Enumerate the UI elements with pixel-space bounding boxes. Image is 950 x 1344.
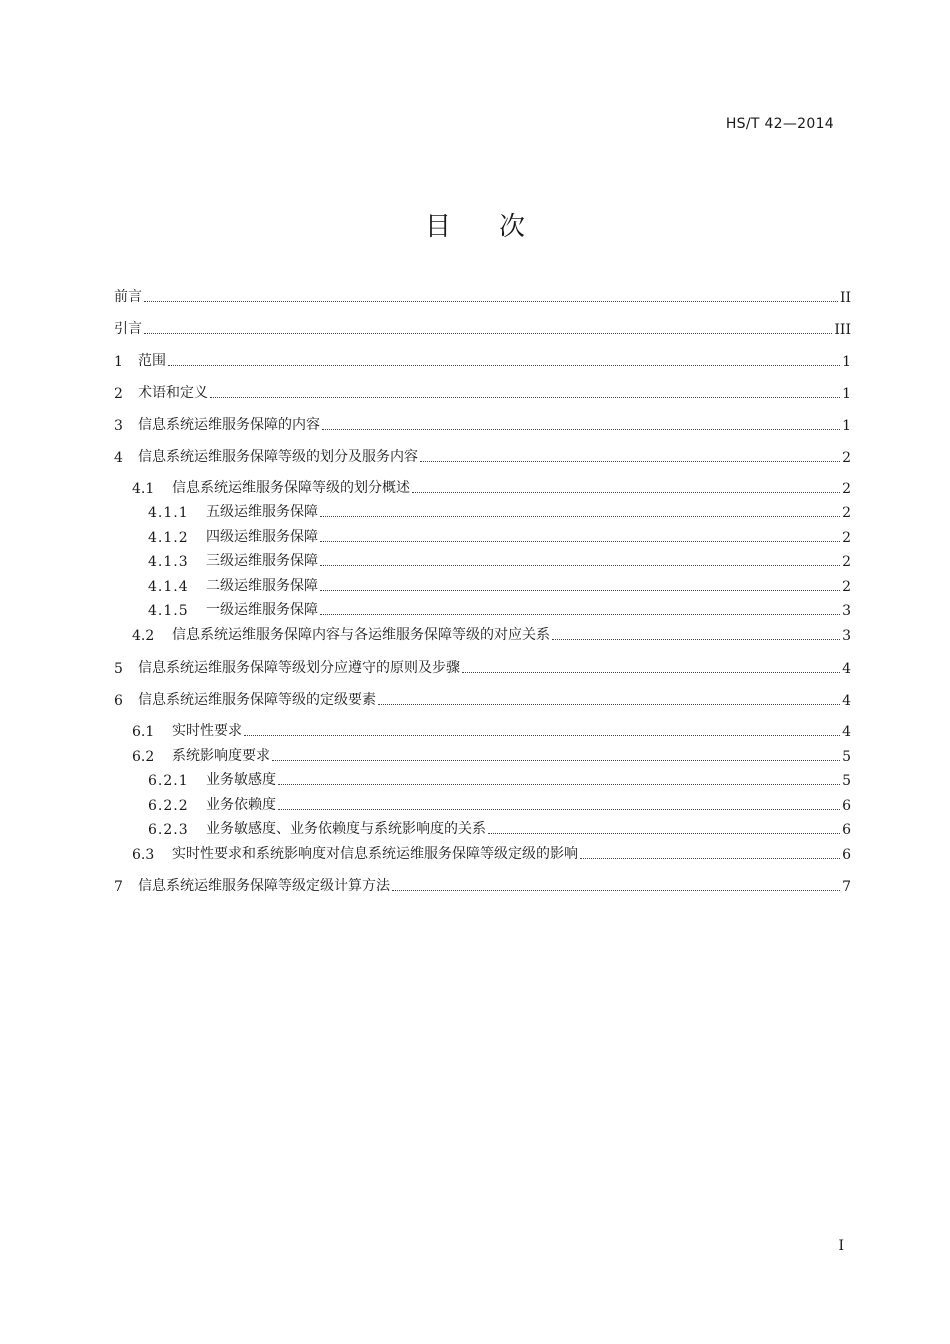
toc-entry[interactable] <box>114 382 851 402</box>
toc-page: 2 <box>842 554 851 570</box>
toc-page: 4 <box>842 661 851 677</box>
toc-label: 引言 <box>114 321 142 337</box>
toc-number: 4.1.2 <box>148 530 189 546</box>
toc-leader <box>168 365 840 366</box>
toc-page: II <box>839 290 851 306</box>
toc-leader <box>278 784 840 785</box>
toc-number: 6.2 <box>132 749 155 765</box>
toc-label: 业务依赖度 <box>206 797 276 813</box>
toc-page: 5 <box>842 773 851 789</box>
toc-entry[interactable] <box>114 599 851 619</box>
toc-label: 业务敏感度 <box>206 772 276 788</box>
toc-page: 7 <box>842 879 851 895</box>
toc-label: 术语和定义 <box>138 385 208 401</box>
toc-entry[interactable] <box>114 745 851 765</box>
toc-label: 信息系统运维服务保障等级划分应遵守的原则及步骤 <box>138 660 460 676</box>
toc-label: 二级运维服务保障 <box>206 578 318 594</box>
toc-page: 2 <box>842 450 851 466</box>
toc-label: 四级运维服务保障 <box>206 529 318 545</box>
toc-label: 实时性要求和系统影响度对信息系统运维服务保障等级定级的影响 <box>172 846 578 862</box>
toc-number: 4 <box>114 450 123 466</box>
toc-entry[interactable] <box>114 350 851 370</box>
toc-number: 6.2.3 <box>148 822 189 838</box>
toc-entry[interactable] <box>114 446 851 466</box>
toc-label: 范围 <box>138 353 166 369</box>
toc-number: 6.1 <box>132 724 155 740</box>
toc-entry[interactable] <box>114 818 851 838</box>
toc-entry[interactable] <box>114 550 851 570</box>
toc-page: 1 <box>842 418 851 434</box>
toc-number: 6.2.1 <box>148 773 189 789</box>
toc-entry[interactable] <box>114 720 851 740</box>
toc-number: 6.2.2 <box>148 798 189 814</box>
toc-label: 信息系统运维服务保障等级的划分及服务内容 <box>138 449 418 465</box>
toc-entry[interactable] <box>114 794 851 814</box>
toc-number: 3 <box>114 418 123 434</box>
toc-leader <box>278 809 840 810</box>
toc-entry[interactable] <box>114 526 851 546</box>
toc-leader <box>488 833 840 834</box>
page-number: I <box>838 1238 844 1254</box>
toc-page: 1 <box>842 354 851 370</box>
toc-leader <box>392 890 840 891</box>
toc-label: 五级运维服务保障 <box>206 504 318 520</box>
toc-page: 3 <box>842 603 851 619</box>
document-code: HS/T 42—2014 <box>725 116 834 132</box>
toc-leader <box>144 333 832 334</box>
toc-number: 1 <box>114 354 123 370</box>
toc-number: 6 <box>114 693 123 709</box>
toc-leader <box>320 590 840 591</box>
toc-page: 4 <box>842 693 851 709</box>
toc-page: 6 <box>842 822 851 838</box>
toc-label: 信息系统运维服务保障等级的定级要素 <box>138 692 376 708</box>
toc-number: 4.2 <box>132 628 155 644</box>
toc-page: 2 <box>842 481 851 497</box>
toc-leader <box>378 704 840 705</box>
toc-entry[interactable] <box>114 477 851 497</box>
toc-label: 一级运维服务保障 <box>206 602 318 618</box>
toc-page: 2 <box>842 579 851 595</box>
toc-page: 4 <box>842 724 851 740</box>
toc-number: 5 <box>114 661 123 677</box>
toc-leader <box>144 301 838 302</box>
toc-entry[interactable] <box>114 769 851 789</box>
toc-number: 4.1.3 <box>148 554 189 570</box>
toc-page: 1 <box>842 386 851 402</box>
toc-leader <box>320 541 840 542</box>
toc-leader <box>320 614 840 615</box>
toc-page: 3 <box>842 628 851 644</box>
toc-leader <box>244 735 840 736</box>
toc-label: 信息系统运维服务保障内容与各运维服务保障等级的对应关系 <box>172 627 550 643</box>
toc-entry[interactable] <box>114 689 851 709</box>
toc-leader <box>552 639 840 640</box>
toc-label: 系统影响度要求 <box>172 748 270 764</box>
toc-page: 2 <box>842 505 851 521</box>
toc-entry[interactable] <box>114 657 851 677</box>
toc-page: 6 <box>842 798 851 814</box>
toc-leader <box>580 858 840 859</box>
toc-page: 2 <box>842 530 851 546</box>
toc-leader <box>322 429 840 430</box>
toc-leader <box>462 672 840 673</box>
toc-entry[interactable] <box>114 624 851 644</box>
toc-number: 2 <box>114 386 123 402</box>
toc-number: 4.1.1 <box>148 505 189 521</box>
toc-entry[interactable] <box>114 414 851 434</box>
toc-number: 4.1.4 <box>148 579 189 595</box>
toc-entry[interactable] <box>114 318 851 338</box>
toc-label: 实时性要求 <box>172 723 242 739</box>
toc-leader <box>320 516 840 517</box>
toc-entry[interactable] <box>114 286 851 306</box>
toc-entry[interactable] <box>114 575 851 595</box>
toc-label: 信息系统运维服务保障的内容 <box>138 417 320 433</box>
toc-number: 4.1 <box>132 481 155 497</box>
toc-number: 6.3 <box>132 847 155 863</box>
toc-number: 4.1.5 <box>148 603 189 619</box>
toc-leader <box>320 565 840 566</box>
toc-entry[interactable] <box>114 501 851 521</box>
toc-page: 5 <box>842 749 851 765</box>
toc-leader <box>420 461 840 462</box>
toc-entry[interactable] <box>114 843 851 863</box>
toc-leader <box>412 492 840 493</box>
toc-page: III <box>834 322 851 338</box>
toc-leader <box>210 397 840 398</box>
toc-entry[interactable] <box>114 875 851 895</box>
toc-label: 信息系统运维服务保障等级定级计算方法 <box>138 878 390 894</box>
toc-leader <box>272 760 840 761</box>
toc-label: 前言 <box>114 289 142 305</box>
toc-page: 6 <box>842 847 851 863</box>
page-title: 目次 <box>424 212 573 242</box>
toc-number: 7 <box>114 879 123 895</box>
toc-label: 三级运维服务保障 <box>206 553 318 569</box>
toc-label: 业务敏感度、业务依赖度与系统影响度的关系 <box>206 821 486 837</box>
toc-label: 信息系统运维服务保障等级的划分概述 <box>172 480 410 496</box>
